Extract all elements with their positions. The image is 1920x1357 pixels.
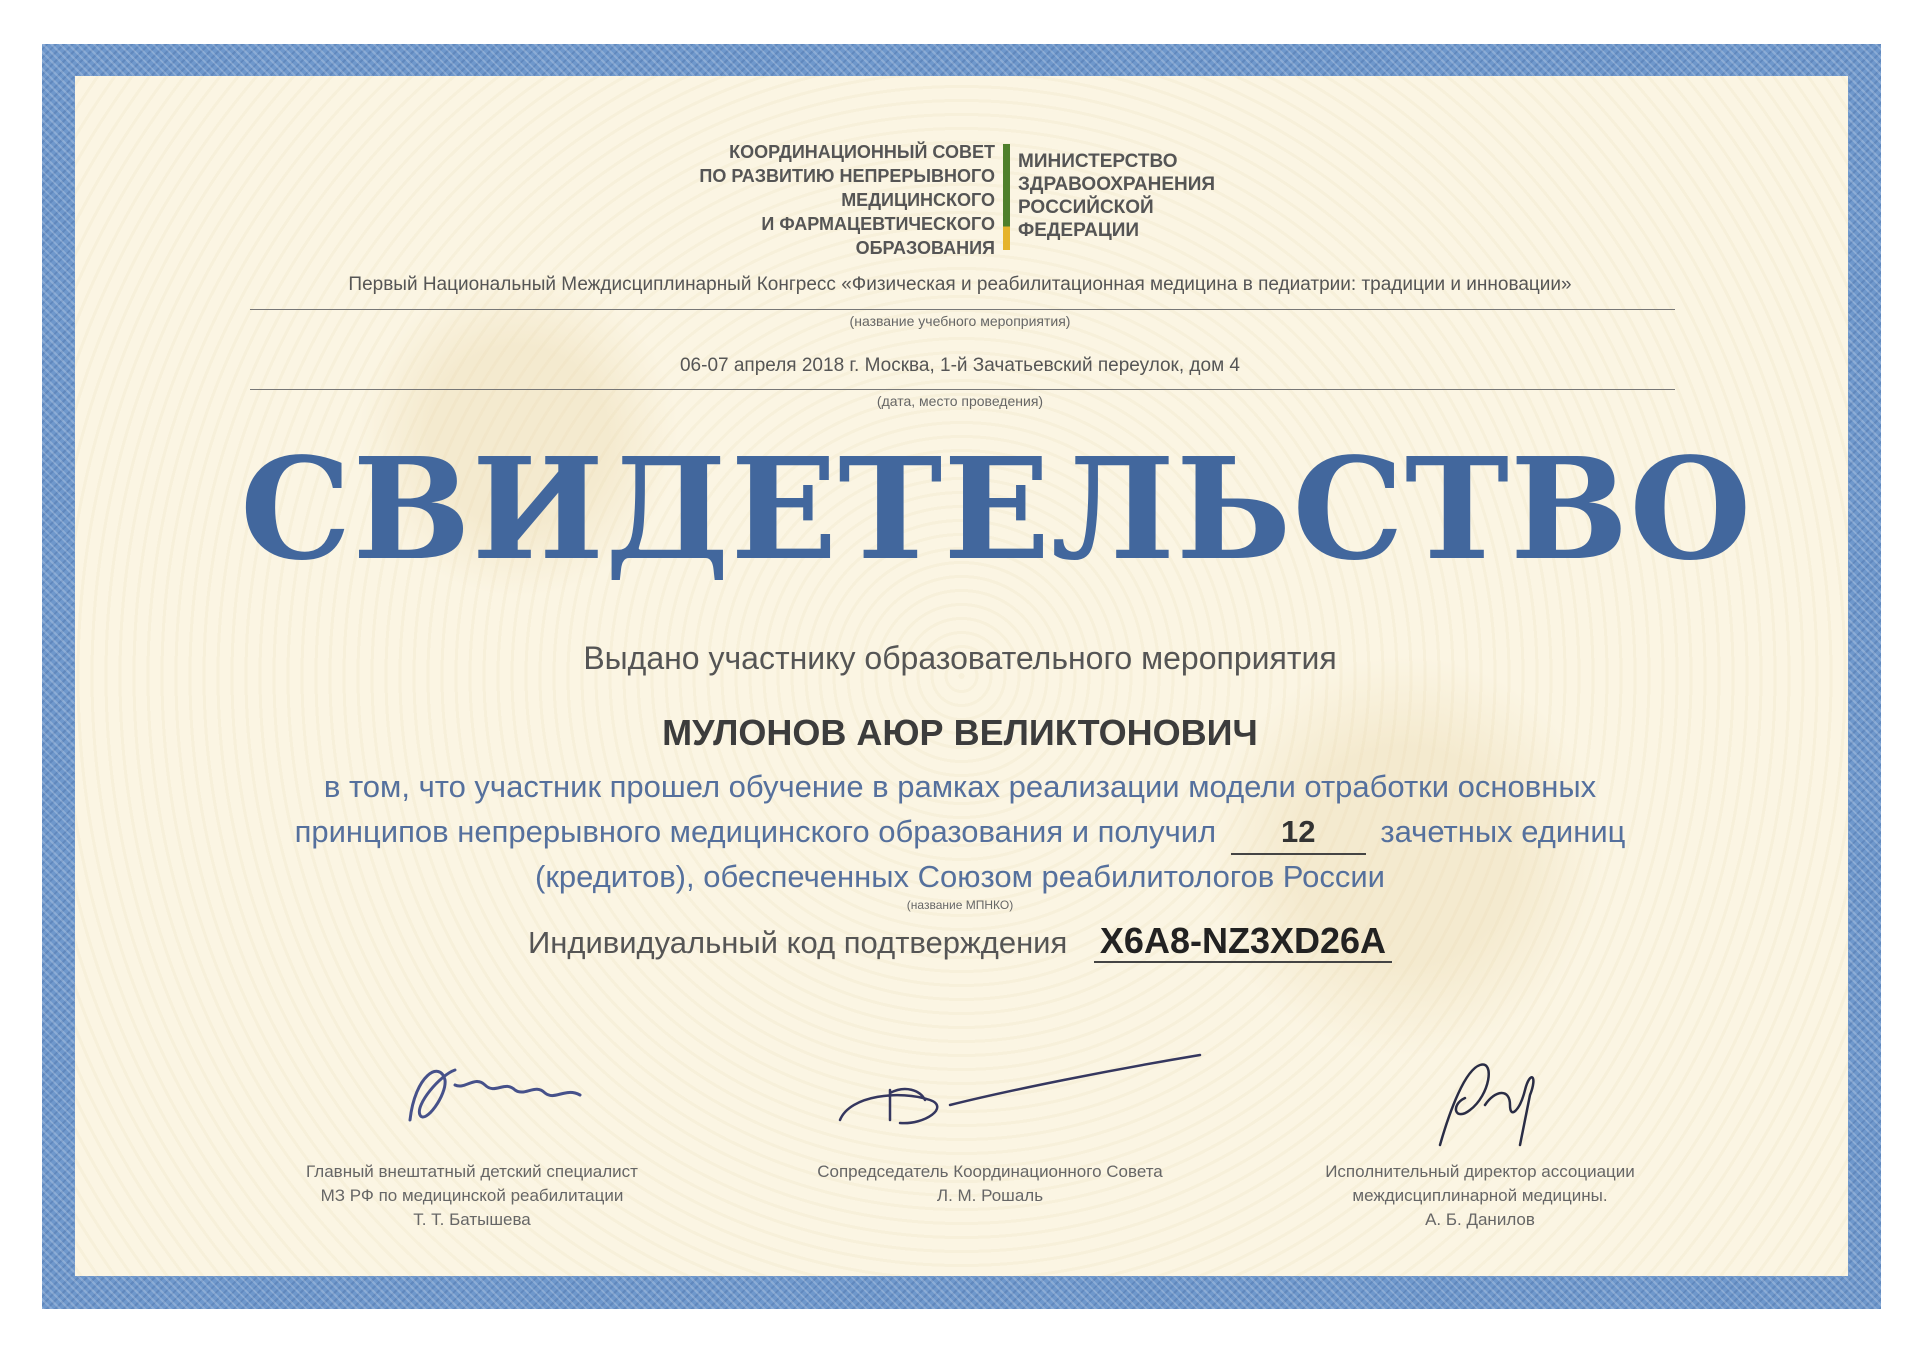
date-place-underline [250, 389, 1675, 390]
org-right-line: ФЕДЕРАЦИИ [1018, 220, 1140, 241]
participant-name: МУЛОНОВ АЮР ВЕЛИКТОНОВИЧ [662, 712, 1258, 753]
confirmation-code: X6A8-NZ3XD26A [1094, 920, 1392, 963]
signature-caption-line: Исполнительный директор ассоциации [1325, 1162, 1635, 1181]
coordination-council-logo-text [560, 140, 995, 260]
signature-batysheva [385, 1035, 615, 1150]
event-name: Первый Национальный Междисциплинарный Конгресс «Физическая и реабилитационная медицина в педиатрии: традиции и инновации» [348, 274, 1572, 295]
signature-roshal [830, 1045, 1210, 1140]
certificate-text-line3: (кредитов), обеспеченных Союзом реабилитологов России [535, 859, 1385, 894]
org-left-line: КООРДИНАЦИОННЫЙ СОВЕТ [729, 142, 995, 162]
signature-caption-line: междисциплинарной медицины. [1352, 1186, 1608, 1205]
signature-caption-line: А. Б. Данилов [1425, 1210, 1535, 1229]
text-line2-before: принципов непрерывного медицинского образования и получил [294, 814, 1217, 849]
event-name-underline [250, 309, 1675, 310]
org-left-line: И ФАРМАЦЕВТИЧЕСКОГО [761, 214, 995, 234]
certificate-text-line2 [240, 811, 1680, 855]
signature-caption-batysheva [242, 1160, 702, 1232]
mpnko-caption: (название МПНКО) [906, 898, 1014, 912]
code-label: Индивидуальный код подтверждения [527, 925, 1068, 960]
confirmation-code-row [240, 920, 1680, 962]
credits-value: 12 [1231, 811, 1366, 855]
org-left-line: ПО РАЗВИТИЮ НЕПРЕРЫВНОГО [699, 166, 995, 186]
org-right-line: МИНИСТЕРСТВО [1018, 151, 1178, 172]
date-place-caption: (дата, место проведения) [876, 393, 1044, 409]
org-left-line: МЕДИЦИНСКОГО [841, 190, 995, 210]
signature-caption-line: Т. Т. Батышева [413, 1210, 531, 1229]
signature-caption-line: Главный внештатный детский специалист [306, 1162, 638, 1181]
certificate-title: СВИДЕТЕЛЬСТВО [240, 428, 1753, 592]
event-date-place: 06-07 апреля 2018 г. Москва, 1-й Зачатьевский переулок, дом 4 [679, 355, 1240, 376]
event-name-caption: (название учебного мероприятия) [849, 313, 1071, 329]
org-right-line: РОССИЙСКОЙ [1018, 197, 1154, 218]
org-right-line: ЗДРАВООХРАНЕНИЯ [1018, 174, 1216, 195]
issued-to-text: Выдано участнику образовательного мероприятия [583, 640, 1337, 676]
signature-caption-line: Сопредседатель Координационного Совета [817, 1162, 1163, 1181]
certificate-text-line1: в том, что участник прошел обучение в рамках реализации модели отработки основных [323, 769, 1597, 804]
text-line2-after: зачетных единиц [1380, 814, 1626, 849]
logo-divider-bar [1003, 144, 1010, 250]
ministry-logo-text [1018, 150, 1248, 242]
signature-caption-roshal [760, 1160, 1220, 1208]
signature-caption-danilov [1250, 1160, 1710, 1232]
org-left-line: ОБРАЗОВАНИЯ [855, 238, 995, 258]
signature-caption-line: МЗ РФ по медицинской реабилитации [320, 1186, 624, 1205]
signature-caption-line: Л. М. Рошаль [936, 1186, 1044, 1205]
signature-danilov [1410, 1050, 1570, 1160]
